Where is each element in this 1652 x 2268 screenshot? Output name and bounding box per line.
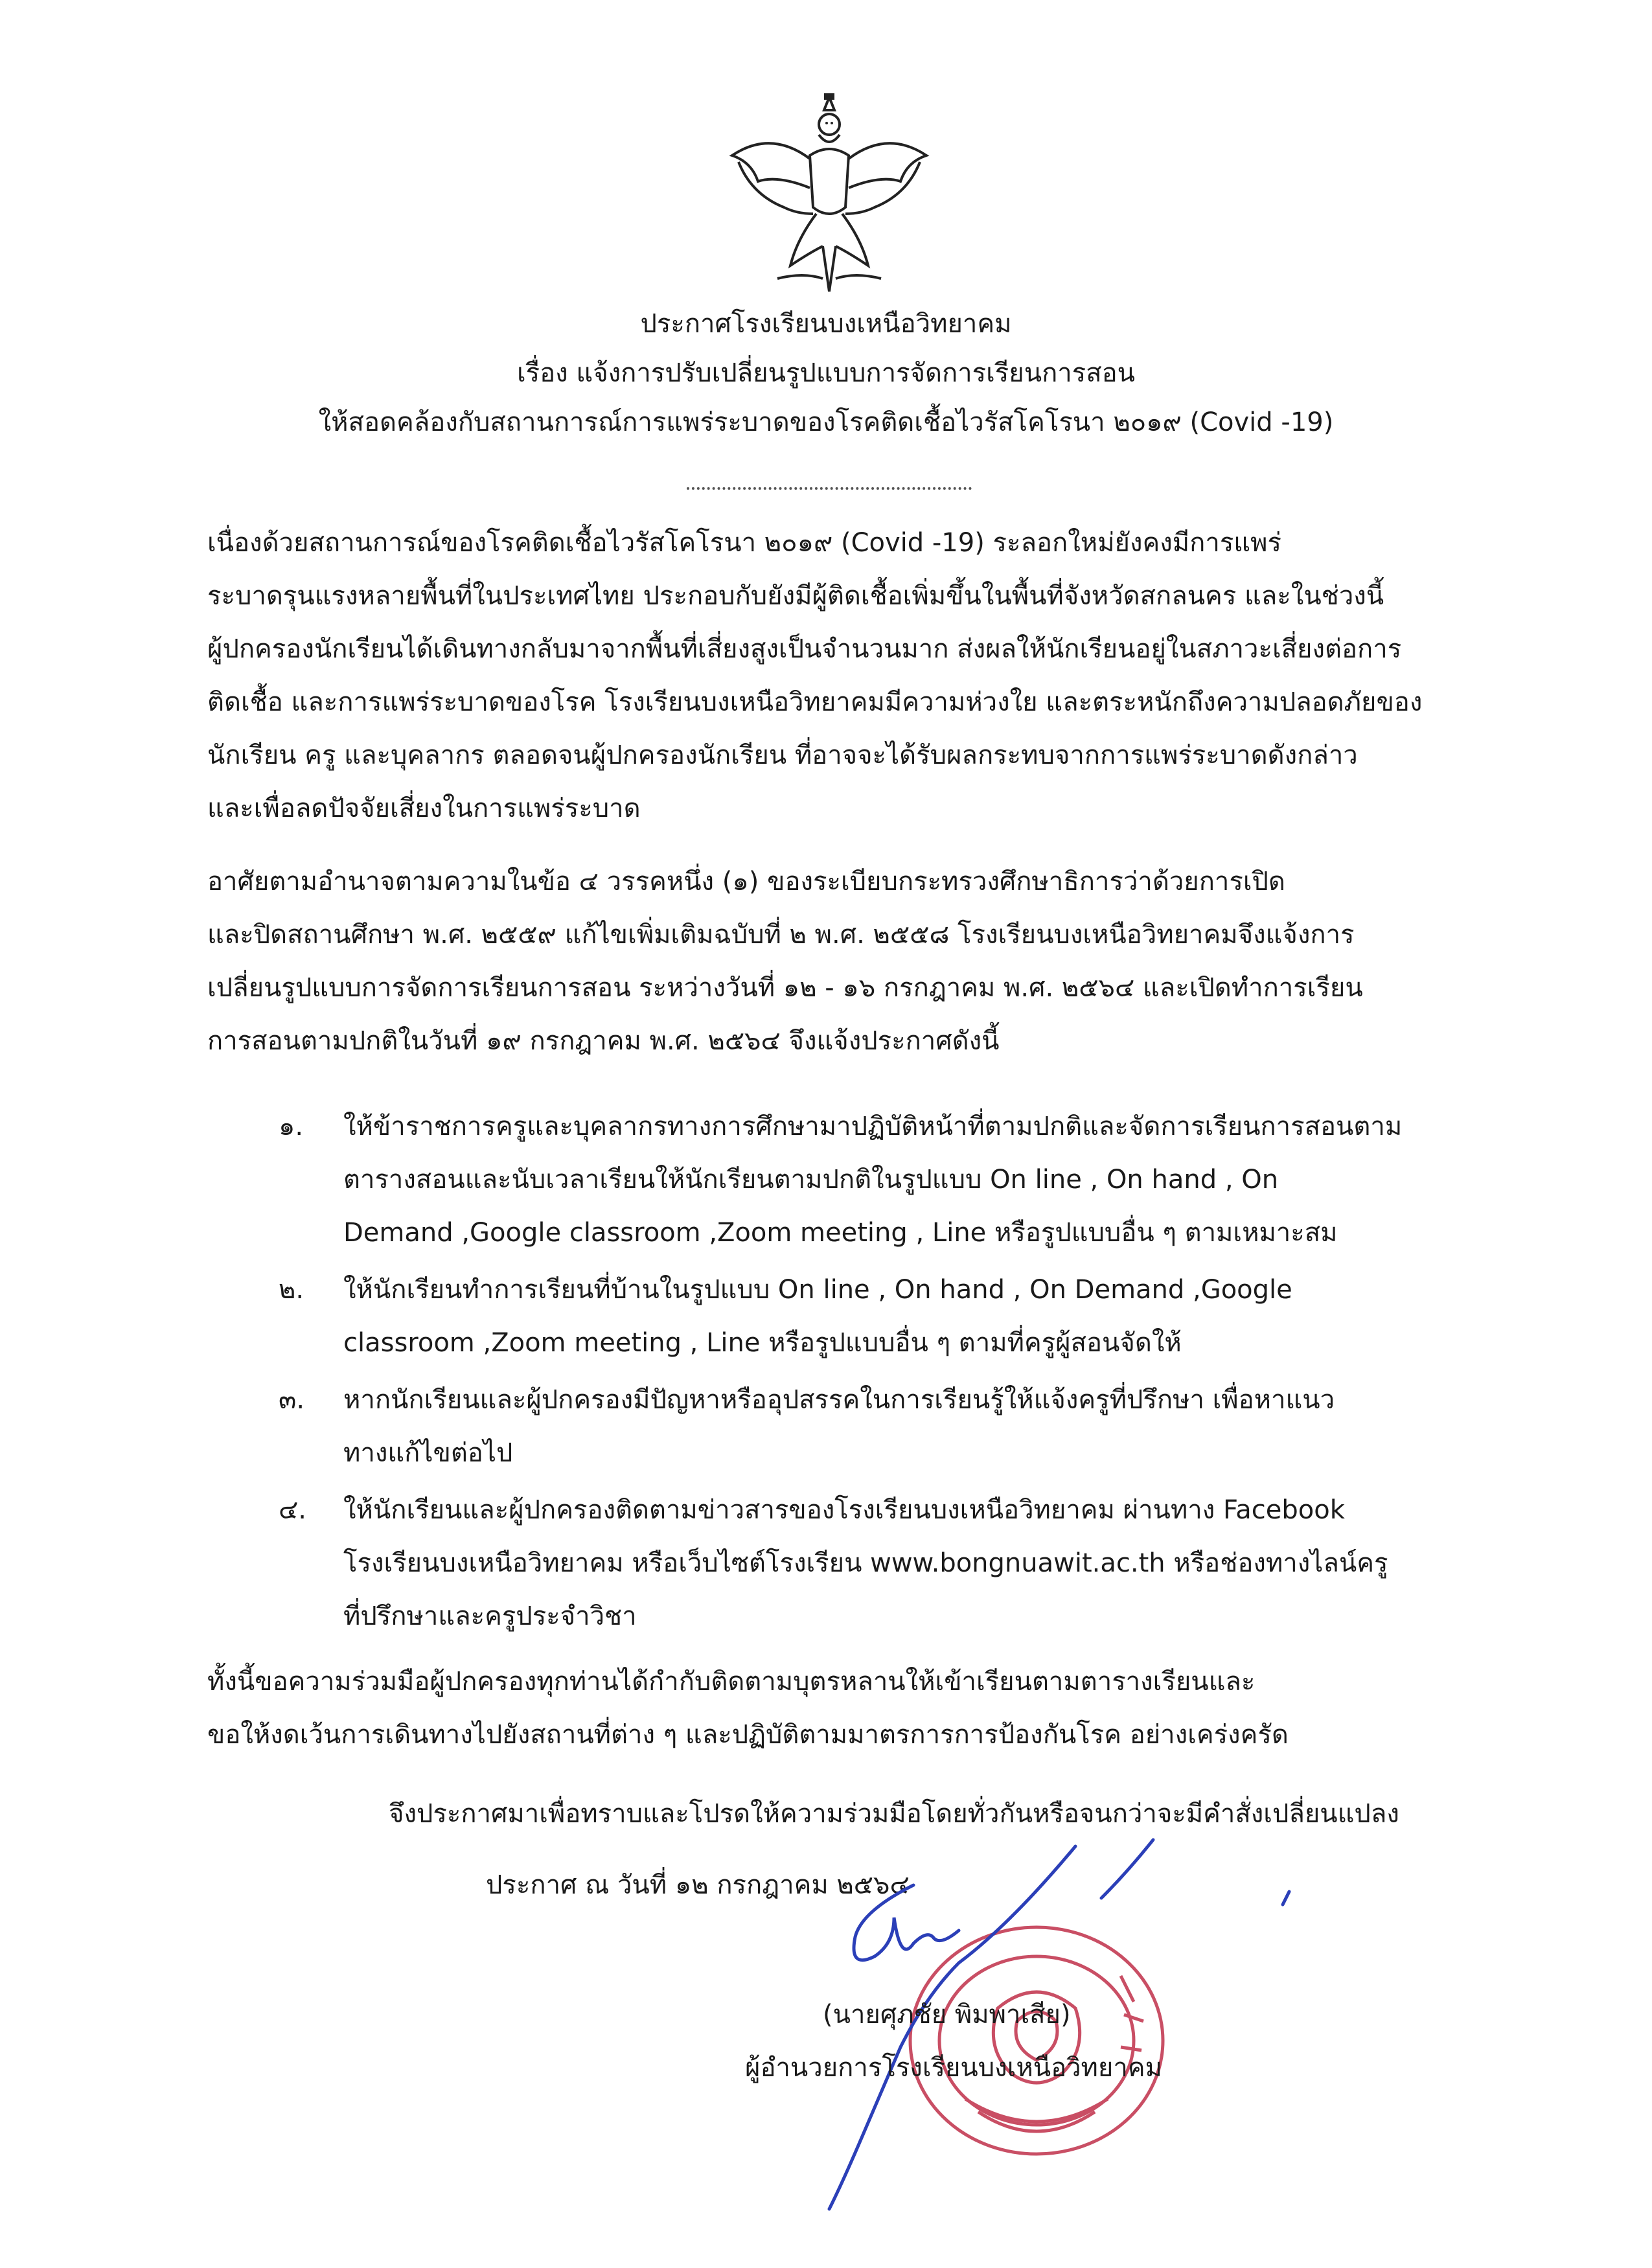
paragraph-line: ผู้ปกครองนักเรียนได้เดินทางกลับมาจากพื้นที่เสี่ยงสูงเป็นจำนวนมาก ส่งผลให้นักเรียนอยู่ในสภาวะเสี่ยงต่อการ xyxy=(207,634,1402,664)
announcement-subject: เรื่อง แจ้งการปรับเปลี่ยนรูปแบบการจัดการเรียนการสอน xyxy=(516,358,1136,388)
separator-dots xyxy=(687,487,972,490)
list-item-line: Demand ,Google classroom ,Zoom meeting , Line หรือรูปแบบอื่น ๆ ตามเหมาะสม xyxy=(343,1218,1338,1248)
paragraph-line: ติดเชื้อ และการแพร่ระบาดของโรค โรงเรียนบงเหนือวิทยาคมมีความห่วงใย และตระหนักถึงความปลอดภัยของ xyxy=(207,687,1423,717)
list-item-number: ๒. xyxy=(279,1275,304,1305)
paragraph-line: ระบาดรุนแรงหลายพื้นที่ในประเทศไทย ประกอบกับยังมีผู้ติดเชื้อเพิ่มขึ้นในพื้นที่จังหวัดสกลนคร และในช่วงนี้ xyxy=(207,581,1384,611)
list-item-line: ให้นักเรียนทำการเรียนที่บ้านในรูปแบบ On line , On hand , On Demand ,Google xyxy=(343,1275,1292,1305)
list-item-number: ๔. xyxy=(279,1495,306,1525)
paragraph-line: เปลี่ยนรูปแบบการจัดการเรียนการสอน ระหว่างวันที่ ๑๒ - ๑๖ กรกฎาคม พ.ศ. ๒๕๖๔ และเปิดทำการเรียน xyxy=(207,973,1363,1003)
paragraph-line: และเพื่อลดปัจจัยเสี่ยงในการแพร่ระบาด xyxy=(207,794,641,823)
list-item-line: ตารางสอนและนับเวลาเรียนให้นักเรียนตามปกติในรูปแบบ On line , On hand , On xyxy=(343,1165,1279,1195)
list-item-line: ทางแก้ไขต่อไป xyxy=(343,1438,513,1468)
list-item-number: ๑. xyxy=(279,1112,304,1141)
closing-statement: จึงประกาศมาเพื่อทราบและโปรดให้ความร่วมมือโดยทั่วกันหรือจนกว่าจะมีคำสั่งเปลี่ยนแปลง xyxy=(389,1799,1399,1829)
signer-name: (นายศุภชัย พิมพาเสีย) xyxy=(823,2000,1071,2030)
paragraph-line: และปิดสถานศึกษา พ.ศ. ๒๕๕๙ แก้ไขเพิ่มเติมฉบับที่ ๒ พ.ศ. ๒๕๕๘ โรงเรียนบงเหนือวิทยาคมจึงแจ้งการ xyxy=(207,920,1355,950)
garuda-emblem-icon xyxy=(713,84,946,298)
signer-title: ผู้อำนวยการโรงเรียนบงเหนือวิทยาคม xyxy=(745,2053,1162,2083)
paragraph-line: ทั้งนี้ขอความร่วมมือผู้ปกครองทุกท่านได้กำกับติดตามบุตรหลานให้เข้าเรียนตามตารางเรียนและ xyxy=(207,1667,1256,1697)
list-item-line: ให้ข้าราชการครูและบุคลากรทางการศึกษามาปฏิบัติหน้าที่ตามปกติและจัดการเรียนการสอนตาม xyxy=(343,1112,1403,1141)
list-item-number: ๓. xyxy=(279,1385,305,1415)
paragraph-2 xyxy=(207,855,1451,1068)
list-item-line: ที่ปรึกษาและครูประจำวิชา xyxy=(343,1601,637,1631)
announcement-date: ประกาศ ณ วันที่ ๑๒ กรกฎาคม ๒๕๖๔ xyxy=(486,1870,910,1900)
paragraph-line: เนื่องด้วยสถานการณ์ของโรคติดเชื้อไวรัสโคโรนา ๒๐๑๙ (Covid -19) ระลอกใหม่ยังคงมีการแพร่ xyxy=(207,528,1281,558)
list-item-line: ให้นักเรียนและผู้ปกครองติดตามข่าวสารของโรงเรียนบงเหนือวิทยาคม ผ่านทาง Facebook xyxy=(343,1495,1345,1525)
announcement-title: ประกาศโรงเรียนบงเหนือวิทยาคม xyxy=(640,309,1012,339)
list-item-line: โรงเรียนบงเหนือวิทยาคม หรือเว็บไซต์โรงเรียน www.bongnuawit.ac.th หรือช่องทางไลน์ครู xyxy=(343,1548,1388,1578)
announcement-subject-line2: ให้สอดคล้องกับสถานการณ์การแพร่ระบาดของโรคติดเชื้อไวรัสโคโรนา ๒๐๑๙ (Covid -19) xyxy=(318,407,1334,437)
paragraph-line: การสอนตามปกติในวันที่ ๑๙ กรกฎาคม พ.ศ. ๒๕๖๔ จึงแจ้งประกาศดังนี้ xyxy=(207,1026,1000,1056)
paragraph-line: อาศัยตามอำนาจตามความในข้อ ๔ วรรคหนึ่ง (๑) ของระเบียบกระทรวงศึกษาธิการว่าด้วยการเปิด xyxy=(207,867,1285,897)
paragraph-1 xyxy=(207,516,1451,835)
paragraph-3 xyxy=(207,1655,1451,1761)
paragraph-line: ขอให้งดเว้นการเดินทางไปยังสถานที่ต่าง ๆ และปฏิบัติตามมาตรการการป้องกันโรค อย่างเคร่งครัด xyxy=(207,1720,1289,1750)
list-item-line: หากนักเรียนและผู้ปกครองมีปัญหาหรืออุปสรรคในการเรียนรู้ให้แจ้งครูที่ปรึกษา เพื่อหาแนว xyxy=(343,1385,1335,1415)
list-item-line: classroom ,Zoom meeting , Line หรือรูปแบบอื่น ๆ ตามที่ครูผู้สอนจัดให้ xyxy=(343,1328,1182,1358)
paragraph-line: นักเรียน ครู และบุคลากร ตลอดจนผู้ปกครองนักเรียน ที่อาจจะได้รับผลกระทบจากการแพร่ระบาดดังกล่าว xyxy=(207,740,1358,770)
